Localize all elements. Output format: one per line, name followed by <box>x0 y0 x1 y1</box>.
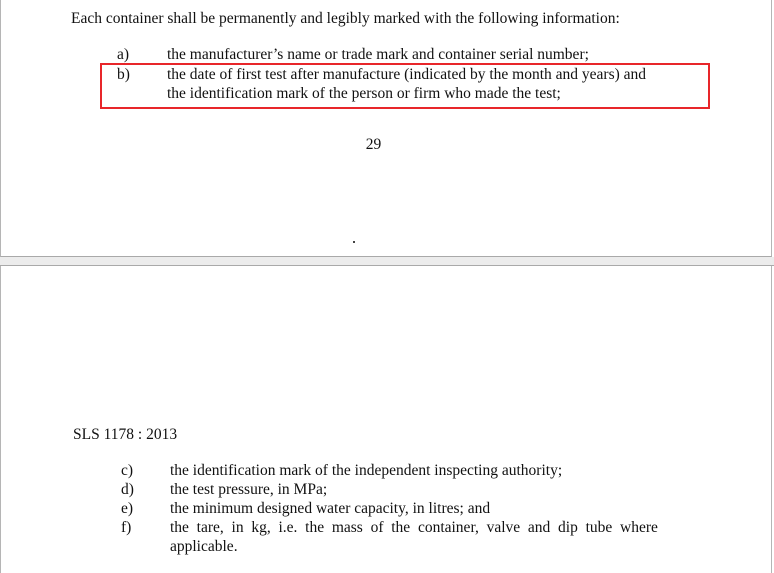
document-header: SLS 1178 : 2013 <box>73 426 178 443</box>
list-item-text-b-line-1: the date of first test after manufacture (indicated by the month and years) and <box>167 66 647 83</box>
list-item-text-c: the identification mark of the independent inspecting authority; <box>170 462 563 479</box>
list-item-letter-a: a) <box>117 46 130 63</box>
list-item-text-b-line-2: the identification mark of the person or firm who made the test; <box>167 85 561 102</box>
list-item-letter-c: c) <box>121 462 134 479</box>
page-separator <box>0 257 774 266</box>
list-item-text-e: the minimum designed water capacity, in litres; and <box>170 500 491 517</box>
list-item-text-f-line-2: applicable. <box>170 538 238 555</box>
scan-speck <box>353 241 355 243</box>
list-item-letter-f: f) <box>121 519 132 536</box>
list-item-letter-e: e) <box>121 500 134 517</box>
list-item-letter-d: d) <box>121 481 134 498</box>
list-item-text-d: the test pressure, in MPa; <box>170 481 328 498</box>
highlight-box <box>100 63 710 109</box>
page-number: 29 <box>365 136 382 153</box>
document-page-bottom <box>0 266 772 573</box>
list-item-text-f-line-1: the tare, in kg, i.e. the mass of the container, valve and dip tube where <box>170 519 658 536</box>
list-item-letter-b: b) <box>117 66 130 83</box>
list-item-text-a: the manufacturer’s name or trade mark and container serial number; <box>167 46 589 63</box>
document-page-top <box>0 0 772 257</box>
intro-paragraph: Each container shall be permanently and legibly marked with the following information: <box>71 10 620 27</box>
